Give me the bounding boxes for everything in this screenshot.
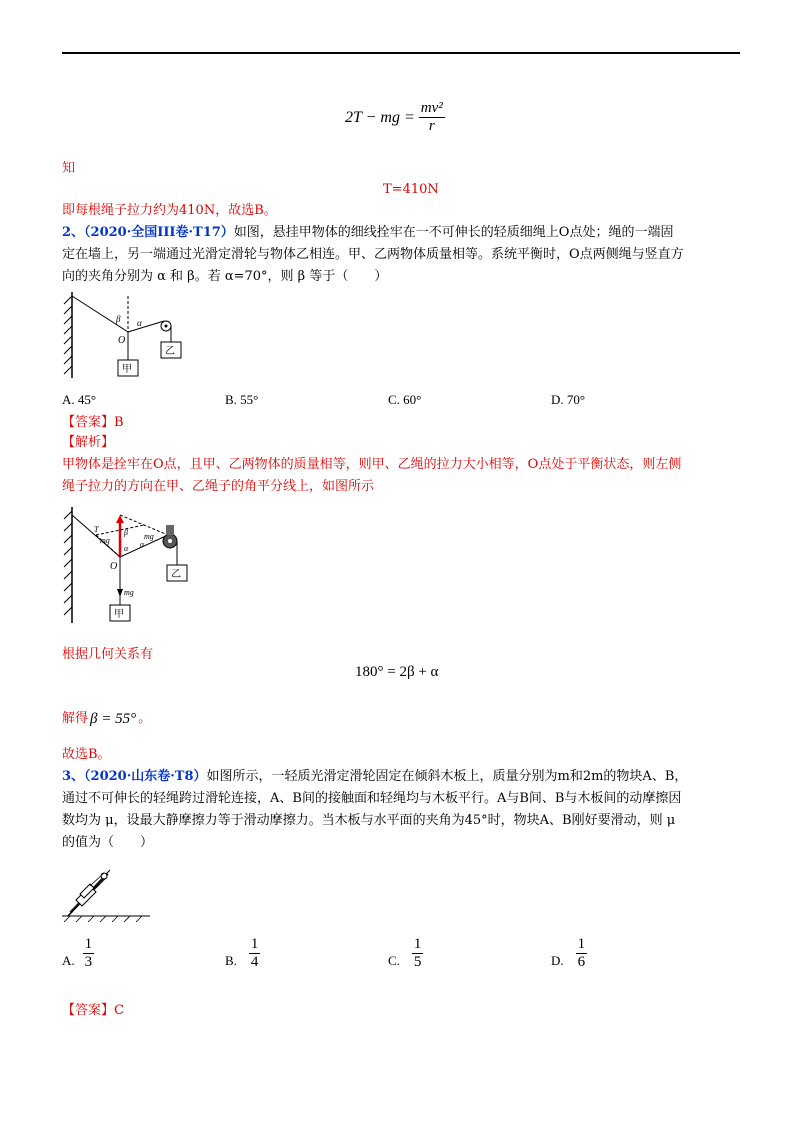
incline-figure bbox=[60, 866, 152, 922]
fraction-denominator: 4 bbox=[250, 954, 259, 970]
option-letter: A. bbox=[62, 953, 75, 968]
answer-value: B bbox=[114, 415, 124, 430]
option-c bbox=[388, 392, 421, 408]
option-fraction bbox=[412, 936, 424, 971]
question-text: 如图所示，一轻质光滑定滑轮固定在倾斜木板上，质量分别为m和2m的物块A、B， bbox=[206, 769, 688, 784]
option-value: 60° bbox=[403, 392, 422, 407]
option-letter: C. bbox=[388, 953, 400, 968]
mg-label-left: mg bbox=[100, 536, 110, 545]
question-number: 3、 bbox=[62, 769, 85, 784]
option-c bbox=[388, 936, 423, 971]
header-rule bbox=[62, 52, 740, 54]
option-letter: D. bbox=[551, 392, 564, 407]
option-fraction bbox=[249, 936, 261, 971]
option-value: 70° bbox=[566, 392, 586, 407]
tension-label: T bbox=[94, 525, 99, 534]
fraction-denominator: 6 bbox=[577, 954, 586, 970]
question-2-line1 bbox=[62, 222, 742, 244]
beta-label: β bbox=[116, 314, 121, 324]
option-letter: C. bbox=[388, 392, 400, 407]
analysis-2-label: 【解析】 bbox=[62, 435, 115, 450]
option-d bbox=[551, 936, 587, 971]
question-2-line3: 向的夹角分别为 α 和 β。若 α=70°，则 β 等于（ ） bbox=[62, 269, 388, 284]
solve-suffix: 。 bbox=[138, 711, 152, 726]
answer-value: C bbox=[114, 1003, 124, 1018]
fraction-numerator: 1 bbox=[413, 936, 422, 952]
fraction-denominator: 3 bbox=[84, 954, 93, 970]
option-fraction bbox=[83, 936, 95, 971]
analysis-2-line1: 甲物体是拴牢在O点，且甲、乙两物体的质量相等，则甲、乙绳的拉力大小相等，O点处于平衡状态，则左侧 bbox=[62, 457, 682, 472]
fraction-numerator: 1 bbox=[577, 936, 586, 952]
beta-label: β bbox=[124, 528, 128, 537]
option-letter: B. bbox=[225, 392, 237, 407]
point-o-label: O bbox=[118, 335, 126, 346]
solve-equation: β = 55° bbox=[90, 711, 137, 727]
option-b bbox=[225, 392, 258, 408]
mg-label-bottom: mg bbox=[124, 588, 134, 597]
tension-value: T=410N bbox=[383, 182, 439, 197]
object-yi-label: 乙 bbox=[165, 346, 175, 357]
conclusion-text: 即每根绳子拉力约为410N，故选B。 bbox=[62, 203, 277, 218]
question-text: 如图，悬挂甲物体的细线拴牢在一不可伸长的轻质细绳上O点处；绳的一端固 bbox=[233, 225, 674, 240]
fraction-numerator: 1 bbox=[84, 936, 93, 952]
answer-2 bbox=[62, 412, 124, 434]
option-a bbox=[62, 392, 96, 408]
question-source: （2020·山东卷·T8） bbox=[84, 769, 207, 784]
question-3-line2: 通过不可伸长的轻绳跨过滑轮连接，A、B间的接触面和轻绳均与木板平行。A与B间、B与木板间的动摩擦因 bbox=[62, 791, 682, 806]
answer-3 bbox=[62, 1000, 124, 1022]
option-b bbox=[225, 936, 260, 971]
option-letter: D. bbox=[551, 953, 564, 968]
final-answer-text: 故选B。 bbox=[62, 747, 111, 762]
option-fraction bbox=[576, 936, 588, 971]
question-3-line3: 数均为 μ，设最大静摩擦力等于滑动摩擦力。当木板与水平面的夹角为45°时，物块A、B刚好要滑动，则 μ bbox=[62, 813, 676, 828]
object-yi-label: 乙 bbox=[171, 569, 181, 580]
option-letter: B. bbox=[225, 953, 237, 968]
equation-lhs: 2T − mg = bbox=[345, 108, 415, 126]
answer-label: 【答案】 bbox=[62, 415, 115, 430]
solve-prefix: 解得 bbox=[62, 711, 89, 726]
object-jia-label: 甲 bbox=[114, 609, 124, 620]
zhi-text: 知 bbox=[62, 161, 76, 176]
pulley-figure-1 bbox=[60, 290, 190, 382]
fraction-numerator: 1 bbox=[250, 936, 259, 952]
option-a bbox=[62, 936, 94, 971]
question-number: 2、 bbox=[62, 225, 85, 240]
analysis-2-line2: 绳子拉力的方向在甲、乙绳子的角平分线上，如图所示 bbox=[62, 479, 375, 494]
fraction-denominator: 5 bbox=[413, 954, 422, 970]
equation-numerator: mv² bbox=[420, 100, 443, 116]
object-jia-label: 甲 bbox=[122, 364, 132, 375]
question-source: （2020·全国III卷·T17） bbox=[84, 225, 234, 240]
alpha-label-2: α bbox=[140, 540, 145, 549]
option-value: 55° bbox=[240, 392, 259, 407]
option-d bbox=[551, 392, 585, 408]
question-3-line1 bbox=[62, 766, 742, 788]
mg-label-right: mg bbox=[144, 532, 154, 541]
equation-tension bbox=[345, 100, 445, 135]
pulley-figure-2 bbox=[60, 505, 200, 633]
answer-label: 【答案】 bbox=[62, 1003, 115, 1018]
question-2-line2: 定在墙上，另一端通过光滑定滑轮与物体乙相连。甲、乙两物体质量相等。系统平衡时，O点两侧绳与竖直方 bbox=[62, 247, 684, 262]
equation-angle: 180° = 2β + α bbox=[355, 664, 439, 680]
option-value: 45° bbox=[77, 392, 97, 407]
equation-denominator: r bbox=[419, 117, 445, 135]
question-3-line4: 的值为（ ） bbox=[62, 835, 154, 850]
solve-line bbox=[62, 708, 151, 730]
geometry-text: 根据几何关系有 bbox=[62, 647, 154, 662]
alpha-label: α bbox=[137, 318, 142, 328]
alpha-label: α bbox=[124, 544, 129, 553]
point-o-label: O bbox=[110, 561, 118, 572]
equation-fraction bbox=[419, 100, 445, 135]
option-letter: A. bbox=[62, 392, 75, 407]
